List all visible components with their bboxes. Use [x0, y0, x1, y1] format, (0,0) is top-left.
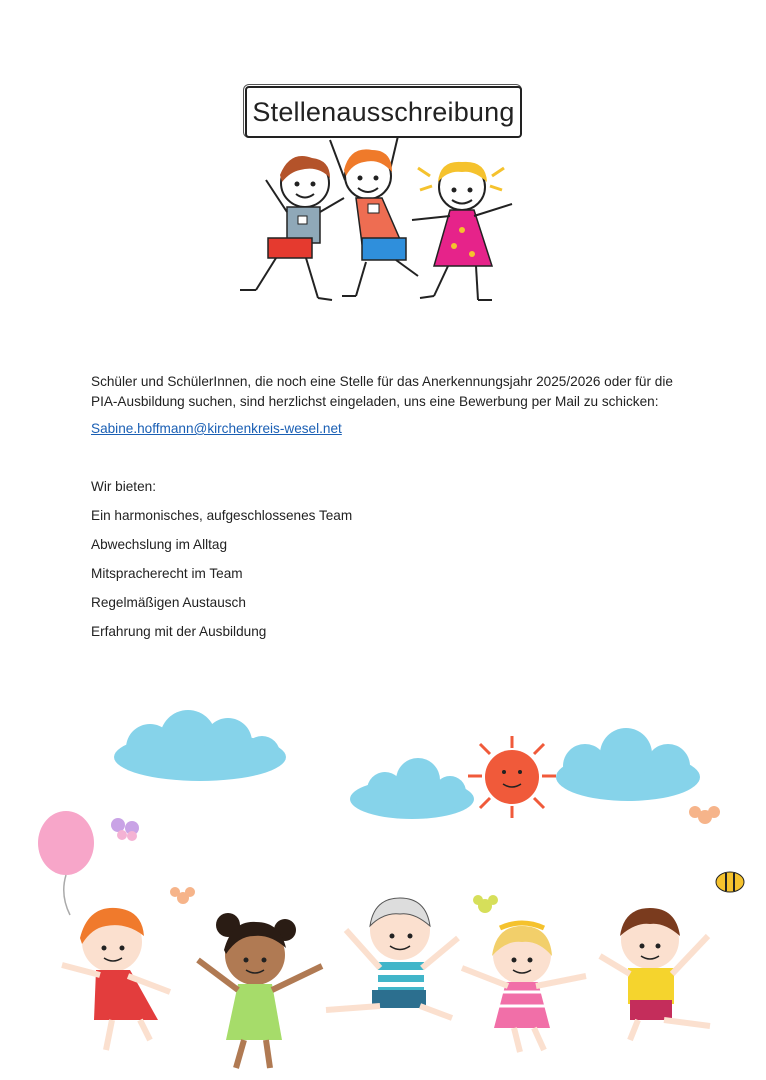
kid-left-icon [240, 156, 344, 300]
balloon-icon [38, 811, 94, 875]
kid-right-girl-icon [412, 162, 512, 300]
offer-item: Erfahrung mit der Ausbildung [91, 624, 267, 639]
flower-icon [689, 806, 720, 824]
jumping-boy-yellow-shirt-icon [600, 908, 710, 1040]
jumping-girl-dark-hair-icon [198, 913, 322, 1068]
cloud-right-icon [556, 728, 700, 801]
offer-item: Mitspracherecht im Team [91, 566, 243, 581]
sun-icon [468, 736, 556, 818]
sign-title: Stellenausschreibung [245, 86, 522, 138]
offer-item: Abwechslung im Alltag [91, 537, 228, 552]
email-link[interactable]: Sabine.hoffmann@kirchenkreis-wesel.net [91, 421, 342, 436]
kid-middle-icon [342, 149, 418, 296]
jumping-boy-striped-shirt-icon [326, 898, 458, 1018]
offer-item: Regelmäßigen Austausch [91, 595, 246, 610]
flower-icon [473, 895, 498, 913]
kids-holding-sign-illustration [0, 0, 766, 340]
offer-item: Ein harmonisches, aufgeschlossenes Team [91, 508, 353, 523]
offer-list [91, 507, 352, 652]
jumping-girl-blonde-icon [462, 923, 586, 1052]
intro-paragraph: Schüler und SchülerInnen, die noch eine Stelle für das Anerkennungsjahr 2025/2026 oder für die PIA-Ausbildung suchen, sind herzlichst eingeladen, uns eine Bewerbung per Mail zu schicken: [91, 374, 673, 409]
flower-icon [170, 887, 195, 904]
cloud-left-icon [114, 710, 286, 781]
butterfly-icon [111, 818, 139, 841]
bee-icon [716, 872, 744, 892]
offer-heading: Wir bieten: [91, 479, 156, 494]
cloud-middle-icon [350, 758, 474, 819]
jumping-girl-redhead-icon [62, 908, 170, 1050]
